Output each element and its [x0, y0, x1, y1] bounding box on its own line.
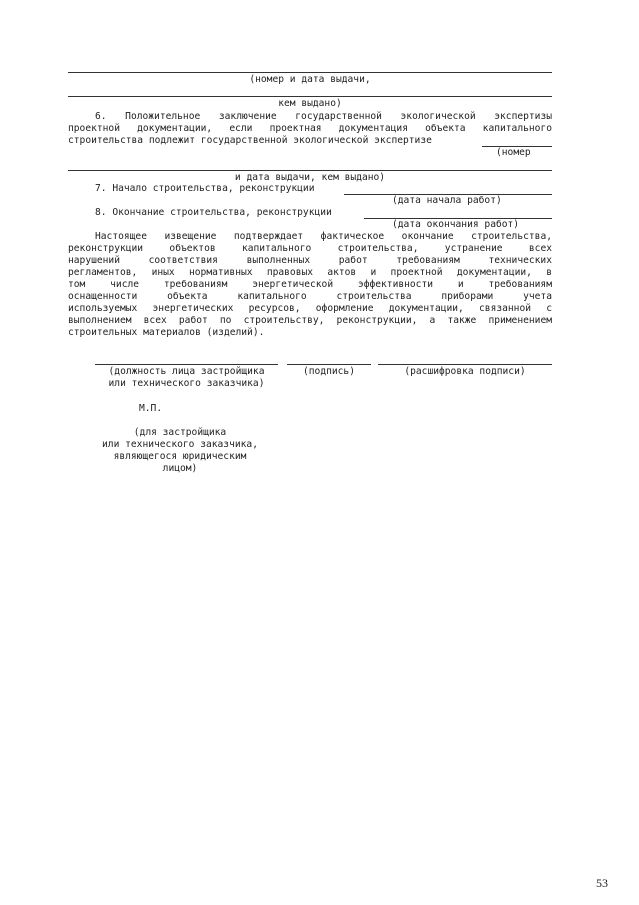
signature-line	[287, 364, 371, 365]
fill-line	[68, 170, 552, 171]
item7-label: 7. Начало строительства, реконструкции	[95, 183, 315, 194]
caption-position: (должность лица застройщика	[108, 366, 265, 377]
notice-line: выполнением всех работ по строительству, реконструкции, а также применением	[68, 315, 552, 326]
caption-number-date: (номер и дата выдачи,	[249, 74, 371, 85]
fill-line	[68, 96, 552, 97]
stamp-note: являющегося юридическим	[113, 451, 247, 462]
notice-line: том числе требованиям энергетической эффективности и требованиям	[68, 279, 552, 290]
notice-line: используемых энергетических ресурсов, оформление документации, связанной с	[68, 303, 552, 314]
stamp-note: или технического заказчика,	[102, 439, 258, 450]
notice-line: Настоящее извещение подтверждает фактическое окончание строительства,	[95, 231, 552, 242]
page-number: 53	[596, 876, 608, 890]
notice-line: регламентов, иных нормативных правовых актов и проектной документации, в	[68, 267, 552, 278]
notice-line: строительных материалов (изделий).	[68, 327, 265, 338]
caption-signature: (подпись)	[303, 366, 355, 377]
stamp-mp: М.П.	[139, 403, 163, 414]
stamp-note: лицом)	[162, 463, 198, 474]
item6-line1: 6. Положительное заключение государственной экологической экспертизы	[95, 111, 552, 122]
caption-end-date: (дата окончания работ)	[392, 219, 520, 230]
caption-issued-by: кем выдано)	[278, 98, 342, 109]
signature-decoding-line	[378, 364, 552, 365]
stamp-note: (для застройщика	[133, 427, 227, 438]
caption-number: (номер	[496, 147, 531, 158]
notice-line: оснащенности объекта капитального строительства приборами учета	[68, 291, 552, 302]
signature-position-line	[95, 364, 278, 365]
item6-line2: проектной документации, если проектная документация объекта капитального	[68, 123, 552, 134]
caption-date-issued: и дата выдачи, кем выдано)	[234, 172, 386, 183]
notice-line: нарушений соответствия выполненных работ требованиям технических	[68, 255, 552, 266]
caption-start-date: (дата начала работ)	[392, 195, 502, 206]
notice-line: реконструкции объектов капитального строительства, устранение всех	[68, 243, 552, 254]
item6-line3: строительства подлежит государственной экологической экспертизе	[68, 135, 432, 146]
caption-position: или технического заказчика)	[108, 378, 265, 389]
item8-label: 8. Окончание строительства, реконструкции	[95, 207, 332, 218]
fill-line	[68, 72, 552, 73]
caption-signature-decoding: (расшифровка подписи)	[404, 366, 526, 377]
